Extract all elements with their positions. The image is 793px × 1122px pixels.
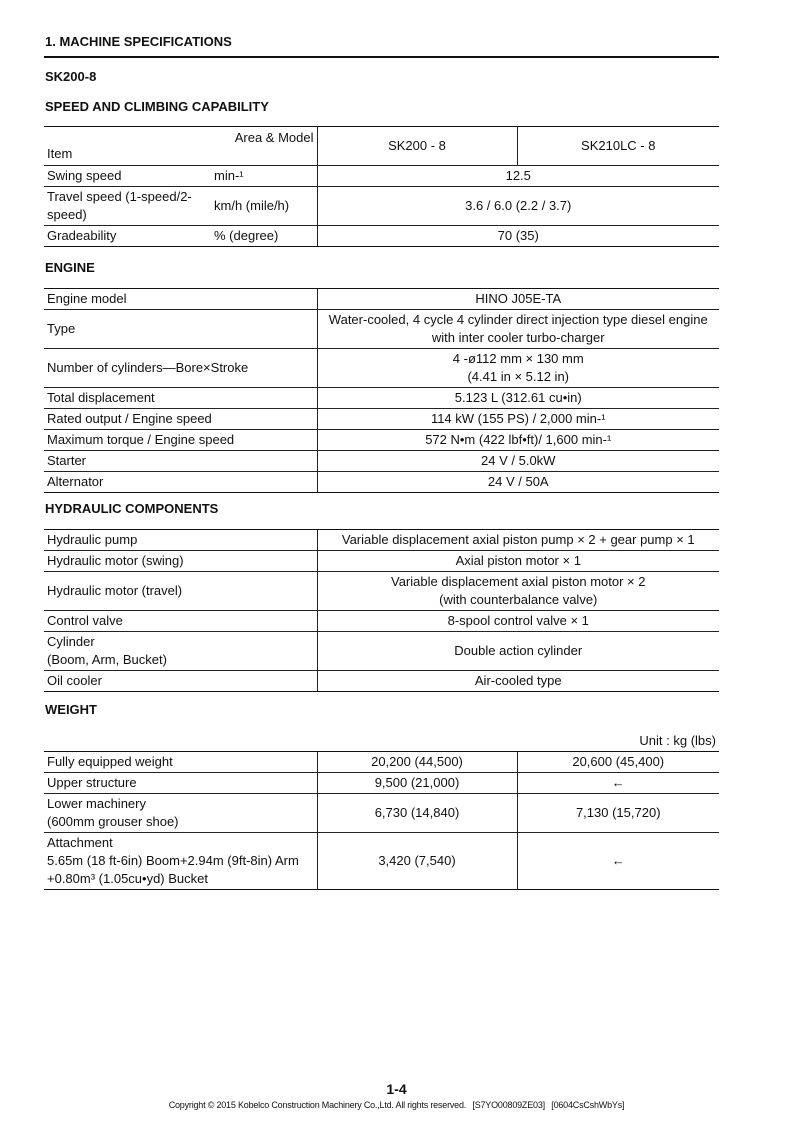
row-value: Air-cooled type [317, 671, 719, 692]
row-item: Control valve [44, 611, 317, 632]
table-row [44, 310, 719, 349]
row-value: 8-spool control valve × 1 [317, 611, 719, 632]
value-line-1: Water-cooled, 4 cycle 4 cylinder direct injection type diesel engine [328, 312, 708, 327]
row-item: Swing speed [44, 166, 211, 187]
item-label: Item [47, 146, 73, 161]
row-unit: km/h (mile/h) [211, 187, 317, 226]
item-line-2: 5.65m (18 ft-6in) Boom+2.94m (9ft-8in) Arm [47, 853, 299, 868]
item-line-2: (600mm grouser shoe) [47, 814, 179, 829]
row-value [317, 572, 719, 611]
row-value: 24 V / 50A [317, 472, 719, 493]
row-item [44, 632, 317, 671]
hydraulic-section-title: HYDRAULIC COMPONENTS [45, 501, 219, 516]
area-model-label: Area & Model [234, 130, 314, 145]
row-value: Variable displacement axial piston pump × 2 + gear pump × 1 [317, 530, 719, 551]
row-unit: min-¹ [211, 166, 317, 187]
value-sk210lc: ← [517, 773, 719, 794]
row-item: Upper structure [44, 773, 317, 794]
speed-section-title: SPEED AND CLIMBING CAPABILITY [45, 99, 269, 114]
row-value: 5.123 L (312.61 cu•in) [317, 388, 719, 409]
table-row [44, 472, 719, 493]
reference-code: [0604CsCshWbYs] [551, 1100, 625, 1110]
value-line-2: (4.41 in × 5.12 in) [467, 369, 570, 384]
item-line-2: (Boom, Arm, Bucket) [47, 652, 167, 667]
row-value: Double action cylinder [317, 632, 719, 671]
table-row [44, 530, 719, 551]
value-sk200: 6,730 (14,840) [317, 794, 517, 833]
row-value: 70 (35) [317, 226, 719, 247]
value-sk200: 20,200 (44,500) [317, 752, 517, 773]
row-item [44, 794, 317, 833]
speed-header-row [44, 127, 719, 166]
table-row [44, 551, 719, 572]
row-value [317, 310, 719, 349]
area-model-cell [44, 127, 317, 166]
table-row [44, 409, 719, 430]
table-row [44, 430, 719, 451]
row-item: Hydraulic motor (travel) [44, 572, 317, 611]
row-item: Oil cooler [44, 671, 317, 692]
value-sk200: 9,500 (21,000) [317, 773, 517, 794]
row-item: Gradeability [44, 226, 211, 247]
table-row [44, 451, 719, 472]
table-row [44, 187, 719, 226]
value-sk210lc: 20,600 (45,400) [517, 752, 719, 773]
value-line-2: (with counterbalance valve) [439, 592, 598, 607]
row-item: Alternator [44, 472, 317, 493]
row-item: Total displacement [44, 388, 317, 409]
row-item: Rated output / Engine speed [44, 409, 317, 430]
value-sk210lc: 7,130 (15,720) [517, 794, 719, 833]
row-item: Hydraulic pump [44, 530, 317, 551]
table-row [44, 833, 719, 890]
table-row [44, 388, 719, 409]
weight-table [44, 751, 719, 890]
copyright-text: Copyright © 2015 Kobelco Construction Machinery Co.,Ltd. All rights reserved. [168, 1100, 467, 1110]
chapter-divider [44, 56, 719, 58]
item-line-3: +0.80m³ (1.05cu•yd) Bucket [47, 871, 208, 886]
weight-section-title: WEIGHT [45, 702, 97, 717]
table-row [44, 632, 719, 671]
table-row [44, 166, 719, 187]
value-line-2: with inter cooler turbo-charger [431, 330, 605, 345]
model-heading: SK200-8 [45, 69, 97, 84]
row-value: HINO J05E-TA [317, 289, 719, 310]
table-row [44, 611, 719, 632]
table-row [44, 572, 719, 611]
engine-section-title: ENGINE [45, 260, 95, 275]
table-row [44, 794, 719, 833]
table-row [44, 773, 719, 794]
col-sk200-header: SK200 - 8 [317, 127, 517, 166]
row-value: 114 kW (155 PS) / 2,000 min-¹ [317, 409, 719, 430]
value-line-1: Variable displacement axial piston motor × 2 [391, 574, 646, 589]
row-value [317, 349, 719, 388]
row-item: Fully equipped weight [44, 752, 317, 773]
row-value: 572 N•m (422 lbf•ft)/ 1,600 min-¹ [317, 430, 719, 451]
value-sk200: 3,420 (7,540) [317, 833, 517, 890]
item-line-1: Lower machinery [47, 796, 146, 811]
value-line-1: 4 -ø112 mm × 130 mm [452, 351, 584, 366]
row-item: Engine model [44, 289, 317, 310]
hydraulic-table [44, 529, 719, 692]
row-item: Maximum torque / Engine speed [44, 430, 317, 451]
row-value: 24 V / 5.0kW [317, 451, 719, 472]
row-item: Number of cylinders—Bore×Stroke [44, 349, 317, 388]
speed-table [44, 126, 719, 247]
row-value: 3.6 / 6.0 (2.2 / 3.7) [317, 187, 719, 226]
page-number: 1-4 [386, 1081, 407, 1097]
unit-note: Unit : kg (lbs) [639, 733, 716, 748]
row-item [44, 833, 317, 890]
chapter-title: 1. MACHINE SPECIFICATIONS [45, 34, 232, 49]
document-code: [S7YO00809ZE03] [472, 1100, 545, 1110]
table-row [44, 226, 719, 247]
row-value: 12.5 [317, 166, 719, 187]
row-item: Type [44, 310, 317, 349]
value-sk210lc: ← [517, 833, 719, 890]
row-item: Travel speed (1-speed/2-speed) [44, 187, 211, 226]
table-row [44, 349, 719, 388]
engine-table [44, 288, 719, 493]
row-value: Axial piston motor × 1 [317, 551, 719, 572]
table-row [44, 289, 719, 310]
row-item: Hydraulic motor (swing) [44, 551, 317, 572]
copyright-line [0, 1100, 793, 1110]
table-row [44, 752, 719, 773]
row-item: Starter [44, 451, 317, 472]
row-unit: % (degree) [211, 226, 317, 247]
col-sk210lc-header: SK210LC - 8 [517, 127, 719, 166]
table-row [44, 671, 719, 692]
item-line-1: Attachment [47, 835, 113, 850]
item-line-1: Cylinder [47, 634, 95, 649]
